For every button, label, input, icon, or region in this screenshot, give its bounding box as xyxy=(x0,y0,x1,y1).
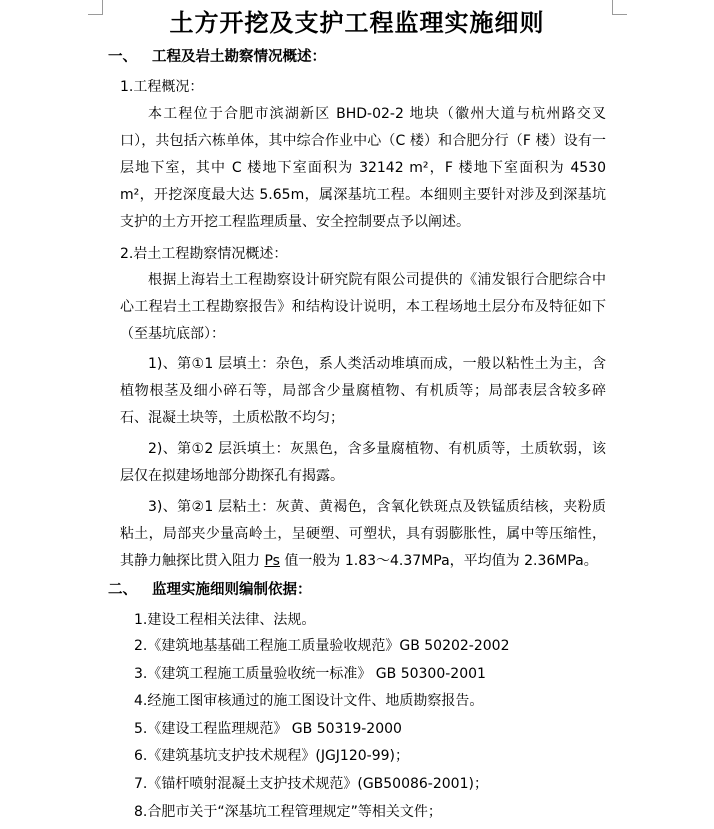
subsection-2-title: 2.岩土工程勘察情况概述： xyxy=(120,246,288,262)
basis-item: 7.《锚杆喷射混凝土支护技术规范》(GB50086-2001)； xyxy=(134,776,488,792)
ps-symbol: Ps xyxy=(264,553,280,569)
basis-item: 5.《建设工程监理规范》 GB 50319-2000 xyxy=(134,721,402,737)
soil-layer-2-paragraph: 2)、第①2 层浜填土：灰黑色，含多量腐植物、有机质等，土质软弱，该层仅在拟建场地部分勘探孔有揭露。 xyxy=(120,441,606,484)
basis-item: 3.《建筑工程施工质量验收统一标准》 GB 50300-2001 xyxy=(134,666,486,682)
section-1-heading xyxy=(108,47,326,67)
section-2-number: 二、 xyxy=(108,582,137,598)
basis-item: 1.建设工程相关法律、法规。 xyxy=(134,612,316,628)
geotech-survey-paragraph: 根据上海岩土工程勘察设计研究院有限公司提供的《浦发银行合肥综合中心工程岩土工程勘察报告》和结构设计说明，本工程场地土层分布及特征如下（至基坑底部）： xyxy=(120,272,606,342)
soil-layer-1-paragraph: 1)、第①1 层填土：杂色，系人类活动堆填而成，一般以粘性土为主，含植物根茎及细小碎石等，局部含少量腐植物、有机质等；局部表层含较多碎石、混凝土块等，土质松散不均匀； xyxy=(120,356,606,426)
section-1-number: 一、 xyxy=(108,49,137,65)
subsection-1-title: 1.工程概况： xyxy=(120,79,204,95)
project-overview-paragraph: 本工程位于合肥市滨湖新区 BHD-02-2 地块（徽州大道与杭州路交叉口），共包括六栋单体，其中综合作业中心（C 楼）和合肥分行（F 楼）设有一层地下室，其中 C 楼地下室面积为 32142 m²，F 楼地下室面积为 4530 m²，开挖深度最大达 5.65m，属深基坑工程。本细则主要针对涉及到深基坑支护的土方开挖工程监理质量、安全控制要点予以阐述。 xyxy=(120,106,606,230)
soil-layer-3-text-a: 3)、第②1 层粘土：灰黄、黄褐色，含氧化铁斑点及铁锰质结核，夹粉质粘土，局部夹少量高岭土，呈硬塑、可塑状，具有弱膨胀性，属中等压缩性，其静力触探比贯入阻力 xyxy=(120,499,606,569)
basis-item: 8.合肥市关于“深基坑工程管理规定”等相关文件； xyxy=(134,804,442,820)
basis-item: 6.《建筑基坑支护技术规程》(JGJ120-99)； xyxy=(134,748,409,764)
section-2-heading-text: 监理实施细则编制依据： xyxy=(152,582,312,598)
document-title: 土方开挖及支护工程监理实施细则 xyxy=(169,8,545,37)
section-2-heading xyxy=(108,580,312,600)
soil-layer-3-text-b: 值一般为 1.83～4.37MPa，平均值为 2.36MPa。 xyxy=(279,553,598,569)
basis-item: 4.经施工图审核通过的施工图设计文件、地质勘察报告。 xyxy=(134,693,484,709)
soil-layer-3-paragraph xyxy=(120,494,606,575)
basis-item: 2.《建筑地基基础工程施工质量验收规范》GB 50202-2002 xyxy=(134,638,510,654)
section-1-heading-text: 工程及岩土勘察情况概述： xyxy=(152,49,326,65)
